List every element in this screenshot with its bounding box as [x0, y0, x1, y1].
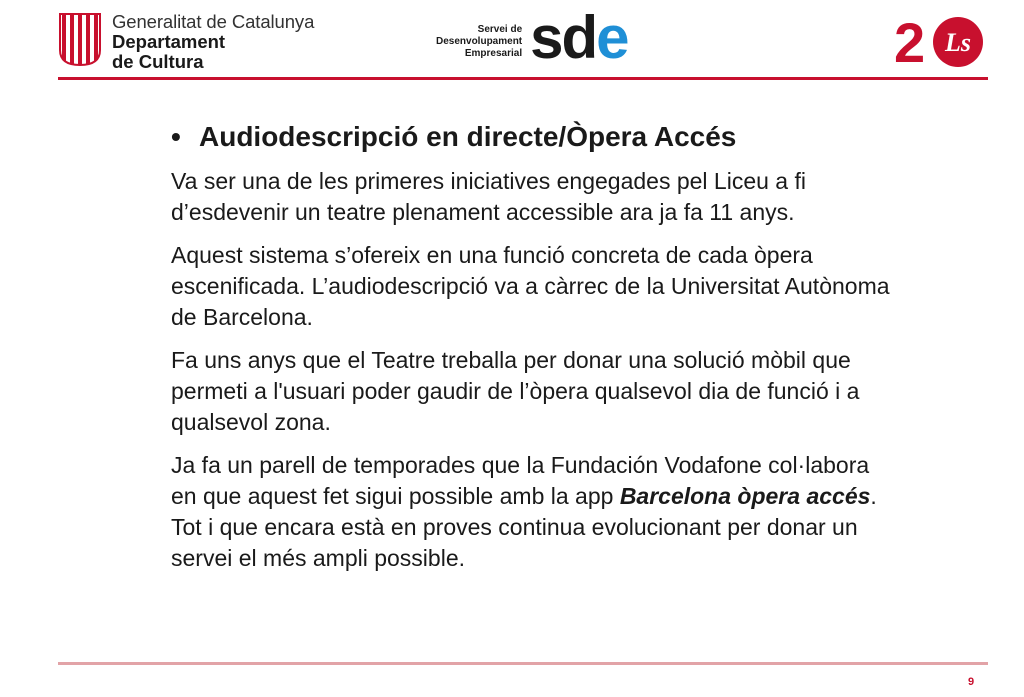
department-label: Departament	[112, 31, 226, 52]
sde-line1: Servei de	[477, 24, 523, 35]
slide-body	[171, 118, 891, 586]
footer-rule	[58, 662, 988, 665]
sde-letter-e: e	[596, 4, 628, 71]
sde-letter-s: s	[530, 4, 562, 71]
sde-line2: Desenvolupament	[436, 36, 523, 47]
sde-line3: Empresarial	[464, 48, 523, 59]
heading-bullet: •	[171, 121, 181, 152]
page-number: 9	[968, 676, 975, 688]
paragraph-4	[171, 450, 891, 574]
app-name: Barcelona òpera accés	[619, 483, 871, 509]
department-name: de Cultura	[112, 51, 204, 72]
header-rule	[58, 77, 988, 80]
sde-letter-d: d	[561, 4, 597, 71]
slide-header	[0, 0, 1024, 80]
anniversary-monogram: Ls	[945, 28, 971, 57]
slide-heading-text: Audiodescripció en directe/Òpera Accés	[199, 121, 737, 152]
senyera-icon	[58, 12, 102, 67]
liceu-20-anniversary-logo	[894, 14, 990, 70]
sde-logo	[436, 4, 628, 71]
paragraph-3: Fa uns anys que el Teatre treballa per donar una solució mòbil que permeti a l'usuari poder gaudir de l’òpera qualsevol dia de funció i a qualsevol zona.	[171, 347, 860, 435]
slide-heading	[171, 118, 891, 156]
paragraph-1: Va ser una de les primeres iniciatives engegades pel Liceu a fi d’esdevenir un teatre plenament accessible ara ja fa 11 anys.	[171, 168, 806, 225]
paragraph-2: Aquest sistema s’ofereix en una funció concreta de cada òpera escenificada. L’audiodescripció va a càrrec de la Universitat Autònoma de Barcelona.	[171, 242, 890, 330]
paragraph-4-rest: . Tot i que encara està en proves continua evolucionant per donar un servei el més ampli possible.	[171, 483, 877, 571]
paragraph-4-intro: Ja fa un parell de temporades que la Fundación Vodafone col·labora en que aquest fet sigui possible amb la app	[171, 452, 870, 509]
anniversary-digit: 2	[894, 14, 926, 70]
sde-wordmark	[530, 4, 628, 71]
gencat-name: Generalitat de Catalunya	[112, 11, 315, 32]
gencat-logo	[58, 12, 314, 72]
